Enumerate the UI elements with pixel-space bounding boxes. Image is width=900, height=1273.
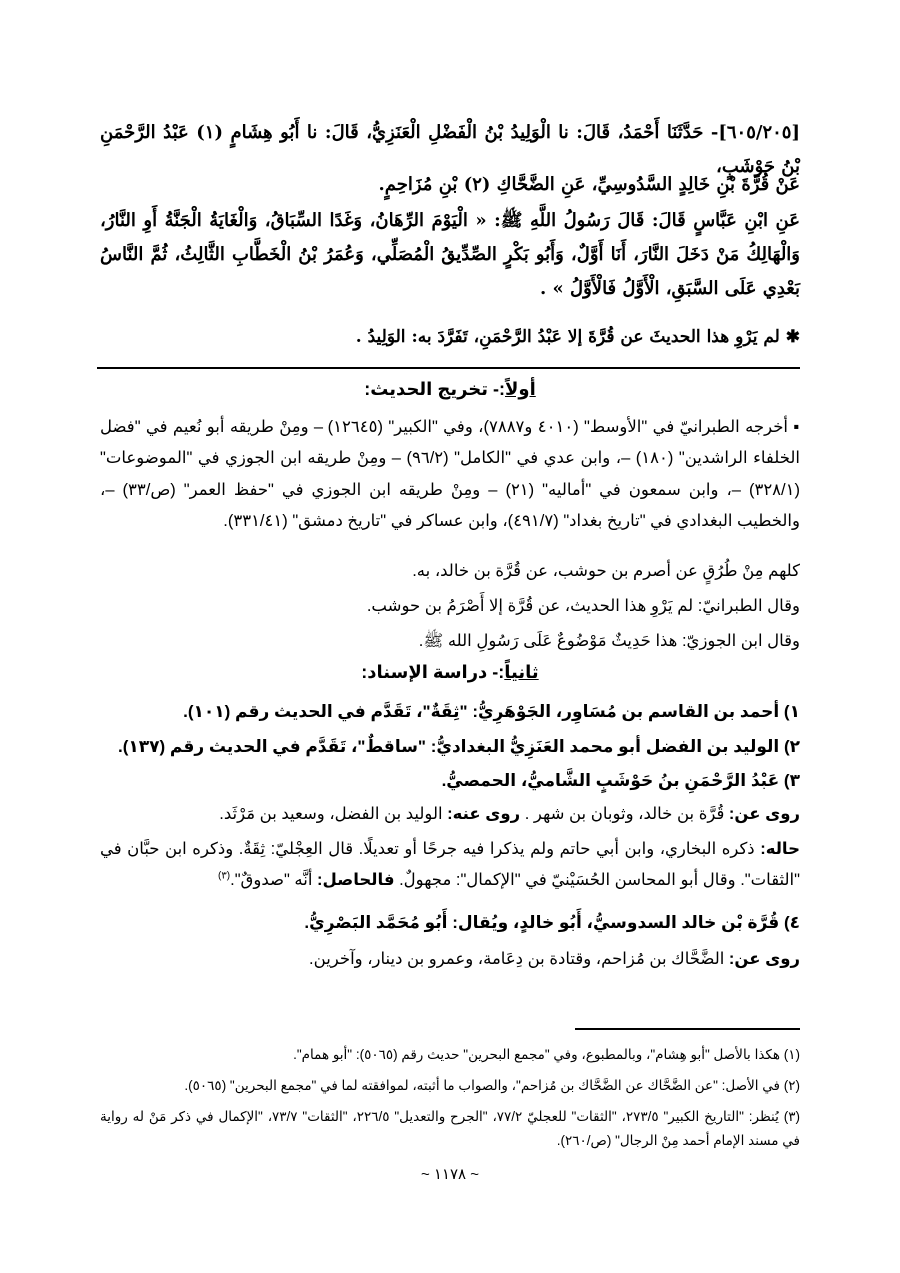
footnote-2: (٢) في الأصل: "عن الضَّحَّاك عن الضَّحَّاك بن مُزاحم"، والصواب ما أثبته، لموافقته لما في "مجمع البحرين" (٥٠٦٥). bbox=[184, 1078, 800, 1093]
status-text: ذكره البخاري، وابن أبي حاتم ولم يذكرا فيه جرحًا أو تعديلًا. قال العِجْليّ: ثِقَةٌ. وذكره ابن حبَّان في "الثقات". وقال أبو المحاسن الحُسَيْنيّ في "الإكمال": مجهولٌ. bbox=[100, 840, 800, 890]
narrator-4-from-label: روى عن: bbox=[728, 950, 800, 968]
tabarani-comment: وقال الطبرانيّ: لم يَرْوِ هذا الحديث، عن قُرَّة إلا أَصْرَمُ بن حوشب. bbox=[366, 597, 800, 615]
narrator-4-riwaya bbox=[100, 944, 800, 975]
conclusion-label: فالحاصل: bbox=[317, 871, 400, 890]
footnote-1: (١) هكذا بالأصل "أبو هِشام"، وبالمطبوع، وفي "مجمع البحرين" حديث رقم (٥٠٦٥): "أبو همام". bbox=[293, 1047, 800, 1062]
conclusion-text: أنَّه "صدوقٌ". bbox=[230, 871, 318, 890]
isnad-study-heading-num: ثانياً bbox=[504, 662, 539, 682]
page-number: ~ ١١٧٨ ~ bbox=[420, 1166, 480, 1183]
takhrij-heading-num: أولاً bbox=[505, 379, 536, 399]
takhrij-paragraph: ▪ أخرجه الطبرانيّ في "الأوسط" (٤٠١٠ و٧٨٨٧)، وفي "الكبير" (١٢٦٤٥) – ومِنْ طريقه أبو نُعيم في "فضل الخلفاء الراشدين" (١٨٠) –، وابن عدي في "الكامل" (٩٦/٢) – ومِنْ طريقه ابن الجوزي في "الموضوعات" (٣٢٨/١) –، وابن سمعون في "أماليه" (٢١) – ومِنْ طريقه ابن الجوزي في "حفظ العمر" (ص/٣٣) –، والخطيب البغدادي في "تاريخ بغداد" (٤٩١/٧)، وابن عساكر في "تاريخ دمشق" (٣٣١/٤١). bbox=[100, 418, 801, 531]
narrator-4-from-text: الضَّحَّاك بن مُزاحم، وقتادة بن دِعَامة، وعمرو بن دينار، وآخرين. bbox=[309, 950, 729, 968]
narrated-from-label: روى عن: bbox=[728, 805, 800, 823]
takhrij-heading-text: :- تخريج الحديث: bbox=[364, 379, 505, 399]
section-divider bbox=[97, 367, 800, 369]
footnote-divider bbox=[575, 1028, 800, 1030]
narrator-3: ٣) عَبْدُ الرَّحْمَنِ بنُ حَوْشَبٍ الشَّاميُّ، الحمصيُّ. bbox=[441, 771, 800, 790]
isnad-study-heading-text: :- دراسة الإسناد: bbox=[361, 662, 505, 682]
hadith-matn: عَنِ ابْنِ عَبَّاسٍ قَالَ: قَالَ رَسُولُ اللَّهِ ﷺ: « الْيَوْمَ الرِّهَانُ، وَغَدًا السِّبَاقُ، وَالْغَايَةُ الْجَنَّةُ أَوِ النَّارُ، وَالْهَالِكُ مَنْ دَخَلَ النَّارَ، أَنَا أَوَّلٌ، وَأَبُو بَكْرٍ الصِّدِّيقُ الْمُصَلِّي، وَعُمَرُ بْنُ الْخَطَّابِ الثَّالِثُ، ثُمَّ النَّاسُ بَعْدِي عَلَى السَّبَقِ، الْأَوَّلُ فَالْأَوَّلُ » . bbox=[100, 210, 800, 300]
footnote-3: (٣) يُنظر: "التاريخ الكبير" ٢٧٣/٥، "الثقات" للعجليّ ٧٧/٢، "الجرح والتعديل" ٢٢٦/٥، "الثقات" ٧٣/٧، "الإكمال في ذكر مَنْ له رواية في مسند الإمام أحمد مِنْ الرجال" (ص/٢٦٠). bbox=[100, 1109, 800, 1148]
hadith-isnad-line-1: [٦٠٥/٢٠٥]- حَدَّثَنَا أَحْمَدُ، قَالَ: نا الْوَلِيدُ بْنُ الْفَضْلِ الْعَنَزِيُّ، قَالَ: نا أَبُو هِشَامٍ (١) عَبْدُ الرَّحْمَنِ بْنُ حَوْشَبٍ، bbox=[100, 122, 800, 178]
narrator-3-riwaya bbox=[100, 799, 800, 830]
narrator-1: ١) أحمد بن القاسم بن مُسَاوِر، الجَوْهَرِيُّ: "ثِقَةٌ"، تَقَدَّم في الحديث رقم (١٠١). bbox=[183, 702, 800, 721]
hadith-note: ✱ لم يَرْوِ هذا الحديثَ عن قُرَّةَ إلا عَبْدُ الرَّحْمَنِ، تَفَرَّدَ به: الوَلِيدُ . bbox=[355, 327, 800, 347]
ibn-jawzi-comment: وقال ابن الجوزيّ: هذا حَدِيثٌ مَوْضُوعٌ عَلَى رَسُولِ الله ﷺ. bbox=[418, 632, 800, 650]
isnad-study-heading bbox=[100, 660, 800, 684]
takhrij-chains: كلهم مِنْ طُرُقٍ عن أصرم بن حوشب، عن قُرَّة بن خالد، به. bbox=[412, 562, 800, 580]
footnote-ref-3: (٣) bbox=[218, 870, 231, 882]
hadith-isnad-line-2: عَنْ قُرَّةَ بْنِ خَالِدٍ السَّدُوسِيِّ، عَنِ الضَّحَّاكِ (٢) بْنِ مُزَاحِمٍ. bbox=[378, 174, 800, 195]
status-label: حاله: bbox=[760, 840, 800, 858]
narrator-3-status bbox=[100, 834, 800, 897]
narrated-by-text: الوليد بن الفضل، وسعيد بن مَرْثَد. bbox=[219, 805, 448, 823]
narrator-4: ٤) قُرَّة بْن خالد السدوسيُّ، أَبُو خالدٍ، ويُقال: أَبُو مُحَمَّد البَصْرِيُّ. bbox=[304, 913, 800, 932]
narrated-from-text: قُرَّة بن خالد، وثوبان بن شهر . bbox=[524, 805, 729, 823]
narrator-2: ٢) الوليد بن الفضل أبو محمد العَنَزِيُّ البغداديُّ: "ساقطٌ"، تَقَدَّم في الحديث رقم (١٣٧). bbox=[118, 737, 800, 756]
takhrij-heading bbox=[100, 377, 800, 401]
narrated-by-label: روى عنه: bbox=[447, 805, 525, 823]
